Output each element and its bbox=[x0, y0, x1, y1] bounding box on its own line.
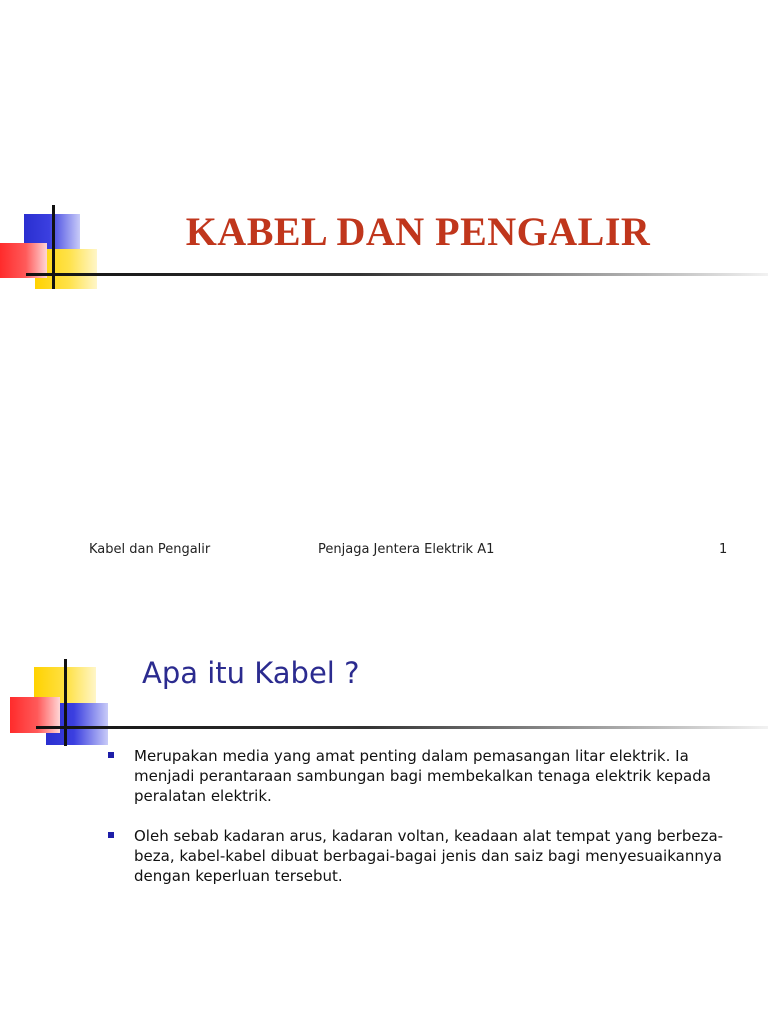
square-bullet-icon bbox=[108, 752, 114, 758]
footer-left-text: Kabel dan Pengalir bbox=[89, 542, 211, 557]
title-underline bbox=[36, 726, 768, 729]
list-item bbox=[106, 746, 726, 806]
deco-vertical-line bbox=[64, 659, 67, 746]
slide-title: KABEL DAN PENGALIR bbox=[185, 209, 651, 254]
list-item bbox=[106, 826, 726, 886]
bullet-text: Oleh sebab kadaran arus, kadaran voltan, keadaan alat tempat yang berbeza-beza, kabel-kabel dibuat berbagai-bagai jenis dan saiz bagi menyesuaikannya dengan keperluan tersebut. bbox=[134, 827, 724, 885]
slide-2 bbox=[0, 590, 768, 1024]
footer-center-text: Penjaga Jentera Elektrik A1 bbox=[318, 542, 495, 557]
page-number: 1 bbox=[719, 542, 728, 557]
square-bullet-icon bbox=[108, 832, 114, 838]
title-underline bbox=[26, 273, 768, 276]
slide-title: Apa itu Kabel ? bbox=[142, 656, 360, 690]
deco-vertical-line bbox=[52, 205, 55, 289]
bullet-list bbox=[106, 746, 726, 906]
bullet-text: Merupakan media yang amat penting dalam pemasangan litar elektrik. Ia menjadi perantaraan sambungan bagi membekalkan tenaga elektrik kepada peralatan elektrik. bbox=[134, 747, 711, 805]
